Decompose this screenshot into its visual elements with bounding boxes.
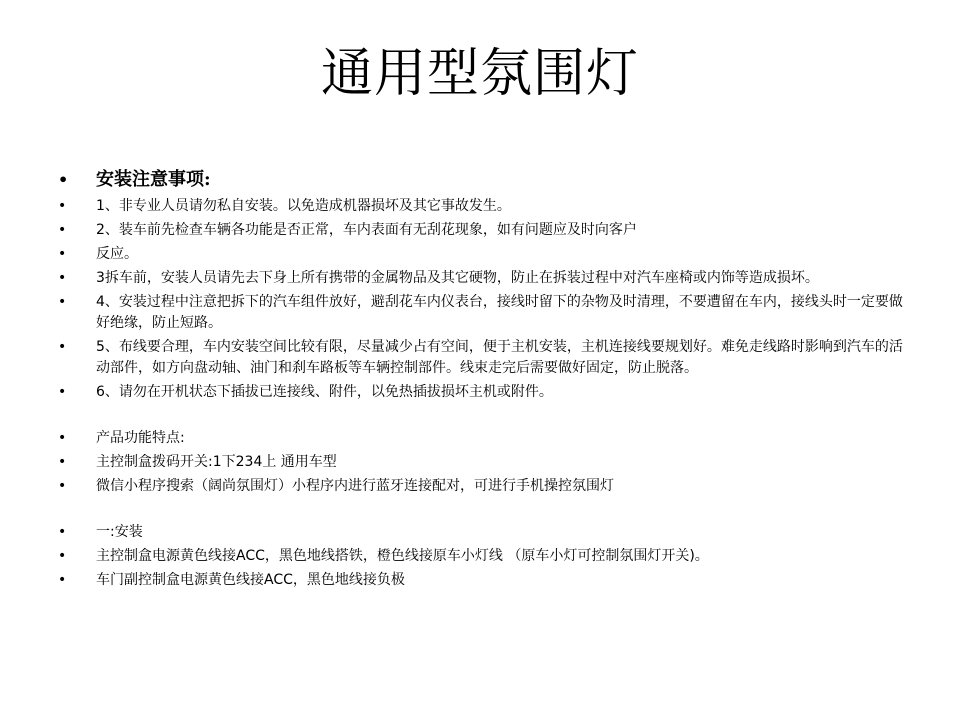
list-item-heading bbox=[54, 168, 914, 192]
list-item-text: 主控制盒拨码开关:1下234上 通用车型 bbox=[96, 454, 337, 470]
spacer bbox=[54, 500, 914, 522]
bullet-dot-icon: • bbox=[58, 454, 67, 470]
list-item bbox=[54, 292, 914, 334]
bullet-dot-icon: • bbox=[58, 339, 67, 355]
spacer bbox=[54, 406, 914, 428]
bullet-dot-icon: • bbox=[58, 548, 67, 564]
bullet-dot-icon: • bbox=[58, 270, 67, 286]
list-item-text: 车门副控制盒电源黄色线接ACC，黑色地线接负极 bbox=[96, 572, 405, 588]
slide-title: 通用型氛围灯 bbox=[320, 44, 639, 104]
bullet-dot-icon: • bbox=[58, 478, 67, 494]
bullet-dot-icon: • bbox=[58, 430, 67, 446]
bullet-dot-icon: • bbox=[58, 170, 69, 189]
list-item bbox=[54, 196, 914, 217]
list-item bbox=[54, 382, 914, 403]
list-item bbox=[54, 452, 914, 473]
list-item-text: 一:安装 bbox=[96, 524, 143, 540]
list-item-text: 产品功能特点: bbox=[96, 430, 185, 446]
list-item bbox=[54, 337, 914, 379]
bullet-dot-icon: • bbox=[58, 524, 67, 540]
bullet-dot-icon: • bbox=[58, 384, 67, 400]
list-item bbox=[54, 522, 914, 543]
section-heading: 安装注意事项: bbox=[96, 169, 211, 190]
list-item-text: 2、装车前先检查车辆各功能是否正常，车内表面有无刮花现象，如有问题应及时向客户 bbox=[96, 222, 637, 238]
list-item bbox=[54, 476, 914, 497]
list-item bbox=[54, 428, 914, 449]
list-item-text: 3拆车前，安装人员请先去下身上所有携带的金属物品及其它硬物，防止在拆装过程中对汽车座椅或内饰等造成损坏。 bbox=[96, 270, 819, 286]
bullet-dot-icon: • bbox=[58, 246, 67, 262]
list-item-text: 反应。 bbox=[96, 246, 138, 262]
list-item bbox=[54, 268, 914, 289]
list-item bbox=[54, 244, 914, 265]
list-item-text: 微信小程序搜索（阔尚氛围灯）小程序内进行蓝牙连接配对，可进行手机操控氛围灯 bbox=[96, 478, 614, 494]
bullet-dot-icon: • bbox=[58, 198, 67, 214]
list-item bbox=[54, 546, 914, 567]
list-item-text: 5、布线要合理，车内安装空间比较有限，尽量减少占有空间，便于主机安装，主机连接线要规划好。难免走线路时影响到汽车的活动部件，如方向盘动轴、油门和刹车路板等车辆控制部件。线束走完后需要做好固定，防止脱落。 bbox=[96, 339, 903, 376]
bullet-dot-icon: • bbox=[58, 294, 67, 310]
bullet-dot-icon: • bbox=[58, 222, 67, 238]
bullet-list bbox=[54, 168, 914, 594]
list-item-text: 主控制盒电源黄色线接ACC，黑色地线搭铁，橙色线接原车小灯线 （原车小灯可控制氛围灯开关)。 bbox=[96, 548, 709, 564]
list-item-text: 6、请勿在开机状态下插拔已连接线、附件，以免热插拔损坏主机或附件。 bbox=[96, 384, 553, 400]
list-item-text: 4、安装过程中注意把拆下的汽车组件放好，避刮花车内仪表台，接线时留下的杂物及时清理，不要遭留在车内，接线头时一定要做好绝缘，防止短路。 bbox=[96, 294, 903, 331]
list-item bbox=[54, 220, 914, 241]
list-item-text: 1、非专业人员请勿私自安装。以免造成机器损坏及其它事故发生。 bbox=[96, 198, 511, 214]
bullet-dot-icon: • bbox=[58, 572, 67, 588]
list-item bbox=[54, 570, 914, 591]
